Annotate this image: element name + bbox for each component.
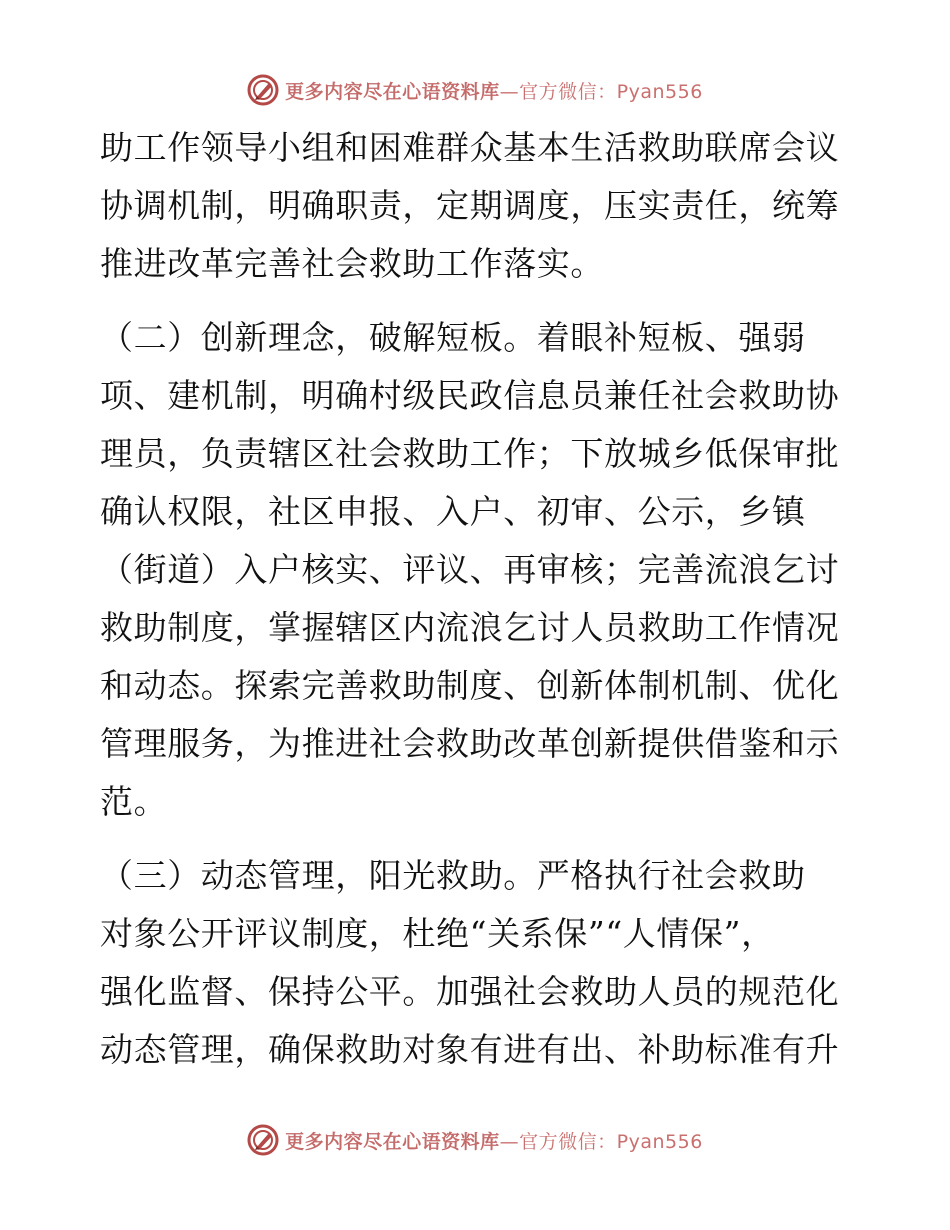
- text-line: 协调机制，明确职责，定期调度，压实责任，统筹: [100, 186, 840, 225]
- watermark-official-account: 官方微信：Pyan556: [519, 1130, 703, 1153]
- text-line: （街道）入户核实、评议、再审核；完善流浪乞讨: [100, 550, 840, 589]
- text-line: （三）动态管理，阳光救助。严格执行社会救助: [100, 856, 806, 895]
- text-line: 范。: [100, 782, 168, 821]
- text-line: 助工作领导小组和困难群众基本生活救助联席会议: [100, 128, 840, 167]
- text-line: 救助制度，掌握辖区内流浪乞讨人员救助工作情况: [100, 608, 840, 647]
- watermark-site-name: 更多内容尽在心语资料库: [285, 80, 500, 103]
- text-line: 管理服务，为推进社会救助改革创新提供借鉴和示: [100, 724, 840, 763]
- watermark-separator: —: [499, 80, 520, 103]
- footer-watermark: [0, 1120, 950, 1160]
- watermark-site-name: 更多内容尽在心语资料库: [285, 1130, 500, 1153]
- watermark-official-account: 官方微信：Pyan556: [519, 80, 703, 103]
- text-line: 对象公开评议制度，杜绝“关系保”“人情保”，: [100, 914, 775, 953]
- text-line: 确认权限，社区申报、入户、初审、公示，乡镇: [100, 492, 806, 531]
- text-line: 推进改革完善社会救助工作落实。: [100, 244, 604, 283]
- text-line: （二）创新理念，破解短板。着眼补短板、强弱: [100, 318, 806, 357]
- text-line: 项、建机制，明确村级民政信息员兼任社会救助协: [100, 376, 840, 415]
- pen-logo-icon: [247, 1124, 279, 1156]
- text-line: 强化监督、保持公平。加强社会救助人员的规范化: [100, 972, 840, 1011]
- watermark-separator: —: [499, 1130, 520, 1153]
- watermark-text: [285, 1127, 703, 1154]
- text-line: 理员，负责辖区社会救助工作；下放城乡低保审批: [100, 434, 840, 473]
- text-line: 和动态。探索完善救助制度、创新体制机制、优化: [100, 666, 840, 705]
- text-line: 动态管理，确保救助对象有进有出、补助标准有升: [100, 1030, 840, 1069]
